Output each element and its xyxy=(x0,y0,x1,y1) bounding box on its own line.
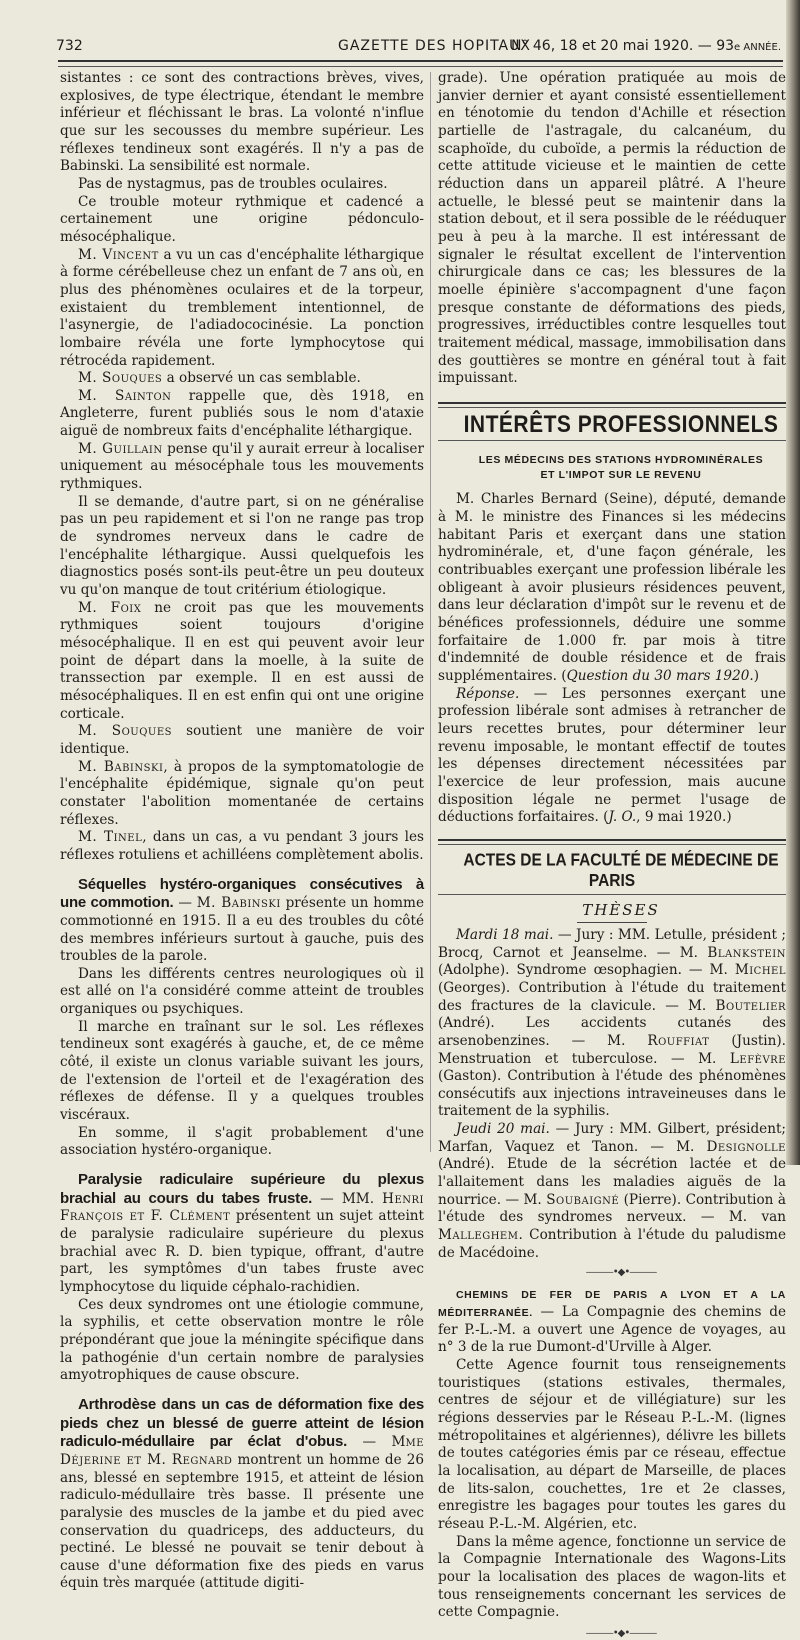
candidate-name: Blankstein xyxy=(707,944,786,961)
paragraph: Ces deux syndromes ont une étiologie commune, la syphilis, et cette observation montre le rôle prépondérant que joue la méningite spécifique dans la pathogénie d'un certain nombre de paralysies amyotrophiques de cause obscure. xyxy=(60,1296,424,1384)
thesis-text: (André). Etude de la sécrétion lactée et de l'allaitement dans les maladies aiguës de la nourrice. — M. xyxy=(438,1156,786,1208)
candidate-name: Designolle xyxy=(706,1138,786,1155)
candidate-name: Michel xyxy=(734,962,786,979)
paragraph-text: pense qu'il y aurait erreur à localiser uniquement au mésocéphale tous les mouvements rythmiques. xyxy=(60,440,424,493)
speaker-name: M. Tinel xyxy=(78,829,143,846)
left-column xyxy=(60,70,424,1593)
thesis-text: (Georges). Contribution à l'étude du traitement des fractures de la clavicule. — M. xyxy=(438,979,786,1014)
reponse-ref-end: , 9 mai 1920.) xyxy=(636,809,732,826)
paragraph: Dans les différents centres neurologiques où il est allé on l'a considéré comme atteint de troubles organiques ou psychiques. xyxy=(60,965,424,1018)
theses-title: THÈSES xyxy=(582,901,660,920)
paragraph: Dans la même agence, fonctionne un service de la Compagnie Internationale des Wagons-Lits pour la localisation des places de wagon-lits et tous renseignements concernant les services de cette Compagnie. xyxy=(438,1533,786,1621)
paragraph-text: , dans un cas, a vu pendant 3 jours les réflexes rotuliens et achilléens complètement abolis. xyxy=(60,829,424,863)
question-text: M. Charles Bernard (Seine), député, demande à M. le ministre des Finances si les médecins habitant Paris et exerçant dans une station hydrominérale, et, d'une façon générale, les contribuables exerçant une profession libérale les obligeant à avoir plusieurs résidences peuvent, dans leur déclaration d'impôt sur le revenu et de bénéfices professionnels, déduire une somme forfaitaire de 1.000 fr. par mois à titre d'indemnité de double résidence et de frais supplémentaires. ( xyxy=(438,491,786,685)
section-title: Paralysie radiculaire supérieure du plexus brachial au cours du tabes fruste. xyxy=(60,1171,424,1207)
thesis-text: (Pierre). Contribution à l'étude des syndromes nerveux. — M. van xyxy=(438,1191,786,1226)
thesis-text: (Justin). Menstruation et tuberculose. — M. xyxy=(438,1032,787,1067)
candidate-name: Boutelier xyxy=(715,997,786,1014)
spacer xyxy=(438,483,786,491)
candidate-name: Malleghem xyxy=(438,1227,519,1244)
header-rule-thin xyxy=(58,66,783,67)
reponse-label: Réponse. xyxy=(456,685,520,702)
section-paragraph xyxy=(60,1171,424,1297)
paragraph: Ce trouble moteur rythmique et cadencé a certainement une origine pédonculo-mésocéphalique. xyxy=(60,193,424,245)
paragraph-text: montrent un homme de 26 ans, blessé en septembre 1915, et atteint de lésion radiculo-médullaire très basse. Il présente une paralysie des muscles de la jambe et du pied avec conservation du quadriceps, des adducteurs, du pectiné. Le blessé ne pouvait se tenir debout à cause d'une déformation fixe des pieds en varus équin très marquée (attitude digiti- xyxy=(60,1451,424,1592)
paragraph xyxy=(60,759,424,830)
speaker-name: M. Vincent xyxy=(78,246,159,263)
article-heading: CHEMINS DE FER DE PARIS A LYON ET A LA MÉDITERRANÉE. xyxy=(438,1289,786,1320)
speaker-name: M. Babinski xyxy=(196,895,281,912)
article-heading: LES MÉDECINS DES STATIONS HYDROMINÉRALES xyxy=(478,454,764,467)
page-number: 732 xyxy=(56,38,83,54)
issue-date: N° 46, 18 et 20 mai 1920. — 93 xyxy=(510,38,735,54)
speaker-name: M. Guillain xyxy=(78,440,163,457)
section-title-actes: ACTES DE LA FACULTÉ DE MÉDECINE DE PARIS xyxy=(463,850,779,891)
section-title: Séquelles hystéro-organiques consécutives à une commotion. xyxy=(60,875,424,912)
paragraph: En somme, il s'agit probablement d'une association hystéro-organique. xyxy=(60,1124,424,1159)
paragraph xyxy=(60,370,424,388)
section-gap xyxy=(60,1385,424,1396)
paragraph-text: présente un homme commotionné en 1915. Il a eu des troubles du côté des membres inférieurs surtout à gauche, puis des troubles de la parole. xyxy=(60,895,424,965)
candidate-name: Rouffiat xyxy=(647,1032,710,1049)
section-gap xyxy=(60,865,424,876)
paragraph xyxy=(60,600,424,724)
paragraph xyxy=(438,491,786,685)
paragraph xyxy=(60,829,424,864)
issue-year-suffix: e ANNÉE. xyxy=(734,42,781,53)
paragraph: Pas de nystagmus, pas de troubles oculaires. xyxy=(78,175,388,192)
jury-text: — Jury : MM. Letulle, président ; Brocq, Carnot et Jeanselme. — M. xyxy=(438,926,786,961)
paragraph-text: — La Compagnie des chemins de fer P.-L.-M. a ouvert une Agence de voyages, au n° 3 de la rue Dumont-d'Urville à Alger. xyxy=(438,1304,786,1356)
reponse-text: — Les personnes exerçant une profession libérale sont admises à retrancher de leurs recettes brutes, pour déterminer leur revenu imposable, le montant effectif de toutes les dépenses directement nécessitées par l'exercice de leur profession, mais aucune disposition légale ne permet l'usage de déductions forfaitaires. ( xyxy=(438,685,786,826)
paragraph xyxy=(438,1121,786,1262)
paragraph xyxy=(60,388,424,441)
jury-text: — Jury : MM. Gilbert, président; Marfan, Vaquez et Tanon. — M. xyxy=(438,1121,786,1155)
paragraph xyxy=(60,441,424,494)
paragraph-text: , à propos de la symptomatologie de l'encéphalite épidémique, signale qu'on peut constater l'abolition momentanée de certains réflexes. xyxy=(60,758,424,828)
section-title-interets: INTÉRÊTS PROFESSIONNELS xyxy=(463,411,779,438)
thesis-text: (Adolphe). Syndrome œsophagien. — M. xyxy=(438,962,735,979)
paragraph: Il marche en traînant sur le sol. Les réflexes tendineux sont exagérés à gauche, et, de ce même côté, il existe un clonus variable suivant les jours, de l'extension de l'orteil et de l'exagération des réflexes de défense. Il y a quelques troubles viscéraux. xyxy=(60,1018,424,1124)
paragraph xyxy=(60,247,424,371)
thesis-text: (André). Les accidents cutanés des arsenobenzines. — M. xyxy=(438,1015,786,1049)
speaker-name: Henri François et F. Clément xyxy=(60,1190,424,1225)
reponse-ref: J. O. xyxy=(608,809,637,826)
section-gap xyxy=(438,388,786,402)
section-paragraph xyxy=(60,1396,424,1593)
section-title: Arthrodèse dans un cas de déformation fixe des pieds chez un blessé de guerre atteint de lésion radiculo-médullaire par éclat d'obus. xyxy=(60,1395,424,1451)
ornament-divider: ———•◆•——— xyxy=(585,1267,657,1279)
paragraph: grade). Une opération pratiquée au mois de janvier dernier et ayant consisté essentiellement en ténotomie du tendon d'Achille et résection partielle de l'astragale, du calcanéum, du scaphoïde, du cuboïde, a permis la réduction de cette attitude vicieuse et le maintien de cette réduction dans un appareil plâtré. A l'heure actuelle, le blessé peut se maintenir dans la station debout, et il sera possible de le rééduquer peu à peu à la marche. Il est intéressant de signaler le résultat excellent de l'intervention chirurgicale dans ce cas; les blessures de la moelle épinière s'accompagnent d'une façon presque constante de déformations des pieds, progressives, irréductibles contre lesquelles tout traitement médical, massage, immobilisation dans des gouttières se montre en général tout à fait impuissant. xyxy=(438,70,786,387)
header-rule xyxy=(58,60,783,62)
speaker-name: M. Babinski xyxy=(78,758,164,775)
section-gap xyxy=(438,827,786,839)
column-divider xyxy=(430,72,431,1152)
candidate-name: Soubaigné xyxy=(546,1191,620,1208)
speaker-name: M. Souques xyxy=(78,723,173,740)
dash: — M xyxy=(347,1434,406,1451)
paragraph xyxy=(438,1286,786,1357)
paragraph-text: a observé un cas semblable. xyxy=(162,370,361,387)
paragraph: sistantes : ce sont des contractions brèves, vives, explosives, de type électrique, étendant le membre inférieur et fléchissant le bras. La volonté n'influe que sur les secousses du membre supérieur. Les réflexes tendineux sont exagérés. Il n'y a pas de Babinski. La sensibilité est normale. xyxy=(60,70,424,175)
paragraph: Il se demande, d'autre part, si on ne généralise pas un peu rapidement et si l'on ne range pas trop de syndromes nerveux dans le cadre de l'encéphalite léthargique. Aussi quelquefois les diagnostics posés sont-ils peut-être un peu douteux vu qu'on manque de tout critérium étiologique. xyxy=(60,493,424,599)
ornament-divider: ———•◆•——— xyxy=(585,1627,657,1639)
article-heading: ET L'IMPOT SUR LE REVENU xyxy=(540,469,702,482)
paragraph-text: soutient une manière de voir identique. xyxy=(60,723,424,757)
journal-title: GAZETTE DES HOPITAUX xyxy=(338,38,531,54)
spacer xyxy=(438,1279,786,1286)
thesis-text: (Gaston). Contribution à l'étude des phénomènes consécutifs aux injections intraveineuses dans le traitement de la syphilis. xyxy=(438,1068,786,1120)
paragraph xyxy=(438,927,786,1121)
session-date: Jeudi 20 mai. xyxy=(456,1121,550,1138)
dash: — xyxy=(173,895,197,912)
page-edge-shadow xyxy=(786,0,800,1165)
spacer xyxy=(438,441,786,453)
paragraph: Cette Agence fournit tous renseignements touristiques (stations estivales, thermales, centres de séjour et de villégiature) sur les régions desservies par le Réseau P.-L.-M. (lignes métropolitaines et algériennes), délivre les billets de toutes catégories émis par ce réseau, effectue la localisation, au départ de Marseille, de places de lits-salon, couchettes, 1re et 2e classes, enregistre les bagages pour toutes les gares du réseau P.-L.-M. Algérien, etc. xyxy=(438,1357,786,1532)
closing-paren: ) xyxy=(753,668,760,685)
session-date: Mardi 18 mai. xyxy=(456,926,554,943)
paragraph-text: rappelle que, dès 1918, en Angleterre, furent publiés sous le nom d'ataxie aiguë de nombreux faits d'encéphalite léthargique. xyxy=(60,387,424,440)
issue-info xyxy=(511,38,781,54)
question-ref: Question du 30 mars 1920. xyxy=(566,668,754,685)
paragraph-text: présentent un sujet atteint de paralysie radiculaire supérieure du plexus brachial avec R. D. bien typique, offrant, d'autre part, les symptômes d'un tabes fruste avec lymphocytose du liquide céphalo-rachidien. xyxy=(60,1208,425,1295)
thesis-text: . Contribution à l'étude du paludisme de Macédoine. xyxy=(438,1227,786,1261)
speaker-name: M. Foix xyxy=(78,599,142,616)
section-paragraph xyxy=(60,876,424,966)
dash: — MM. xyxy=(312,1190,383,1207)
speaker-name: M. Souques xyxy=(78,370,163,387)
speaker-name: me Déjerine et M. Regnard xyxy=(60,1434,425,1468)
paragraph xyxy=(438,686,786,827)
paragraph-text: a vu un cas d'encéphalite léthargique à forme cérébelleuse chez un enfant de 7 ans où, en plus des phénomènes oculaires et de la torpeur, existaient du tremblement intentionnel, de l'asynergie, de l'adiadococinésie. La ponction lombaire révéla une forte lymphocytose qui rétrocéda rapidement. xyxy=(60,246,425,369)
right-column xyxy=(438,70,786,1640)
speaker-name: M. Sainton xyxy=(78,387,172,404)
candidate-name: Lefèvre xyxy=(729,1050,786,1067)
paragraph-text: ne croit pas que les mouvements rythmiques soient toujours d'origine mésocéphalique. Il en est qui peuvent avoir leur point de départ dans la moelle, à la suite de transsection par exemple. Il en est aussi de mésocéphaliques. Il en est enfin qui ont une origine corticale. xyxy=(60,599,424,722)
paragraph xyxy=(60,723,424,758)
section-gap xyxy=(60,1160,424,1171)
